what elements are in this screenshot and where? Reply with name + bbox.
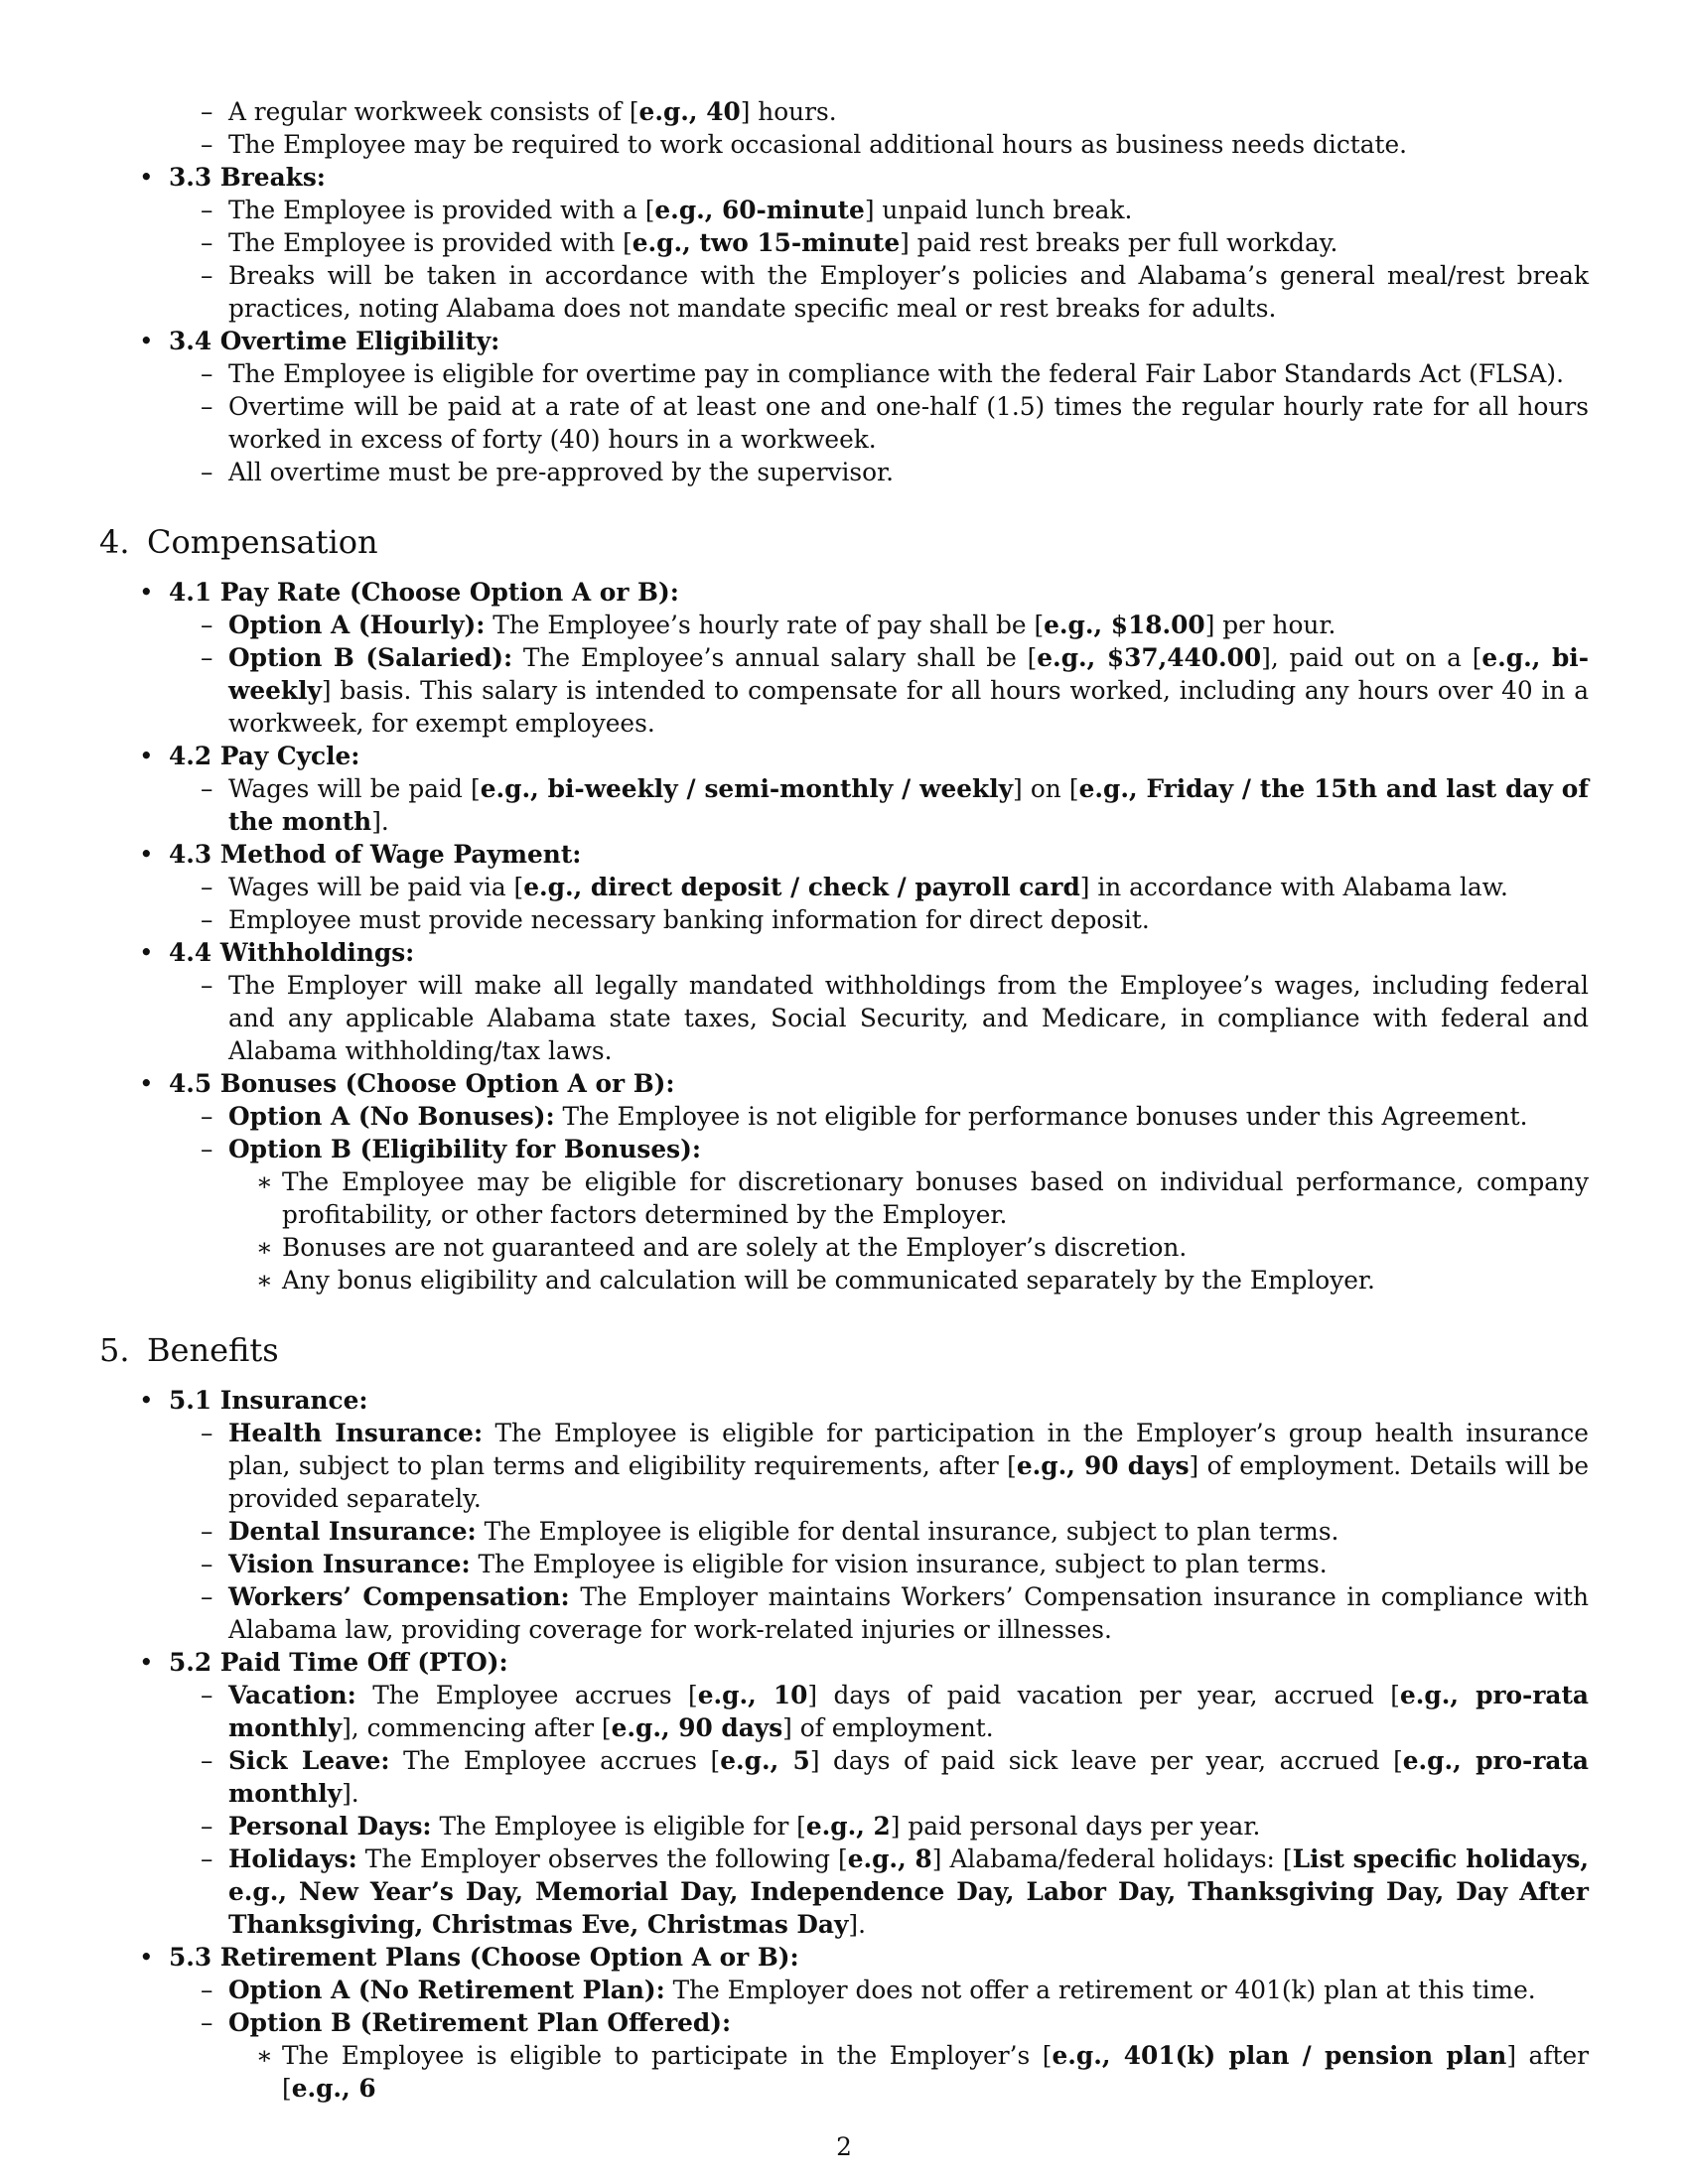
bold-text: Workers’ Compensation:: [228, 1582, 570, 1611]
text: The Employee accrues [: [389, 1746, 721, 1775]
list-item: [169, 1548, 1589, 1580]
subsection-item: [99, 1067, 1589, 1297]
text: ] Alabama/federal holidays: [: [931, 1844, 1293, 1873]
subsection-heading: 4.1 Pay Rate (Choose Option A or B):: [169, 578, 679, 607]
subsection-heading: 5.3 Retirement Plans (Choose Option A or B):: [169, 1943, 799, 1972]
text: The Employee is provided with [: [228, 228, 633, 257]
text: The Employer will make all legally mandated withholdings from the Employee’s wages, including federal and any applicable Alabama state taxes, Social Security, and Medicare, in compliance with federal and Alabama withholding/tax laws.: [228, 971, 1589, 1065]
text: ] of employment. Details will be provided separately.: [228, 1451, 1590, 1513]
subsection-item: [99, 936, 1589, 1067]
list-item: [169, 1133, 1589, 1297]
text: Any bonus eligibility and calculation will be communicated separately by the Employer.: [282, 1266, 1375, 1295]
text: The Employee’s hourly rate of pay shall be [: [485, 611, 1045, 639]
bold-text: e.g., $37,440.00: [1037, 643, 1262, 672]
list-item: [169, 259, 1589, 325]
bold-text: e.g., 401(k) plan / pension plan: [1052, 2041, 1507, 2070]
text: ] paid personal days per year.: [890, 1812, 1261, 1841]
subsection-list: [169, 1417, 1589, 1646]
list-item: [169, 969, 1589, 1067]
subsection-heading: 4.5 Bonuses (Choose Option A or B):: [169, 1069, 675, 1098]
bold-text: e.g., 10: [697, 1681, 808, 1709]
list-item: [169, 871, 1589, 903]
bold-text: Dental Insurance:: [228, 1517, 477, 1546]
list-item: [169, 1810, 1589, 1843]
bold-text: Option B (Retirement Plan Offered):: [228, 2008, 732, 2037]
text: The Employee may be eligible for discretionary bonuses based on individual performance, company profitability, or other factors determined by the Employer.: [282, 1167, 1589, 1229]
text: ].: [848, 1910, 866, 1939]
page-content: [99, 95, 1589, 2105]
bold-text: e.g., direct deposit / check / payroll card: [523, 873, 1080, 901]
subsection-heading: 5.1 Insurance:: [169, 1386, 368, 1415]
page-number: 2: [836, 2132, 852, 2161]
subsection-item: [99, 1941, 1589, 2105]
list-item: [169, 609, 1589, 641]
subsection-list: [169, 357, 1589, 488]
bold-text: Option B (Eligibility for Bonuses):: [228, 1135, 701, 1163]
bold-text: e.g., 90 days: [611, 1713, 783, 1742]
bold-text: Personal Days:: [228, 1812, 432, 1841]
bold-text: Holidays:: [228, 1844, 357, 1873]
text: ] hours.: [740, 97, 837, 126]
subsection-item: [99, 325, 1589, 488]
text: The Employee accrues [: [355, 1681, 698, 1709]
text: ] in accordance with Alabama law.: [1079, 873, 1508, 901]
bold-text: e.g., 6: [291, 2074, 376, 2103]
text: The Employer observes the following [: [356, 1844, 848, 1873]
section-number: 4.: [99, 523, 130, 561]
list-item: [169, 390, 1589, 456]
bold-text: Option A (Hourly):: [228, 611, 486, 639]
sub-list: [228, 1165, 1589, 1297]
bold-text: e.g., bi-weekly / semi-monthly / weekly: [480, 774, 1014, 803]
list-item: [228, 2039, 1589, 2105]
list-item: [169, 1580, 1589, 1646]
text: ] after [: [282, 2041, 1589, 2103]
text: The Employee is eligible to participate in the Employer’s [: [282, 2041, 1053, 2070]
text: ].: [342, 1779, 359, 1808]
list-item: [169, 1843, 1589, 1941]
list-item: [169, 1515, 1589, 1548]
list-item: [228, 1231, 1589, 1264]
bold-text: e.g., 8: [847, 1844, 932, 1873]
subsection-heading: 3.4 Overtime Eligibility:: [169, 327, 500, 355]
list-item: [228, 1165, 1589, 1231]
text: ] paid rest breaks per full workday.: [900, 228, 1338, 257]
bold-text: e.g., 5: [720, 1746, 810, 1775]
text: All overtime must be pre-approved by the supervisor.: [228, 458, 895, 486]
subsection-heading: 4.2 Pay Cycle:: [169, 742, 360, 770]
text: The Employee is eligible for [: [431, 1812, 806, 1841]
subsection-item: [99, 1646, 1589, 1941]
list-item: [169, 1679, 1589, 1744]
subsection-heading: 4.3 Method of Wage Payment:: [169, 840, 582, 869]
subsection-list: [169, 194, 1589, 325]
subsection-list: [169, 1974, 1589, 2105]
text: ], paid out on a [: [1261, 643, 1482, 672]
subsection-list: [169, 609, 1589, 740]
bold-text: e.g., 60-minute: [654, 196, 865, 224]
text: ] on [: [1013, 774, 1079, 803]
text: ].: [371, 807, 389, 836]
list-item: [169, 357, 1589, 390]
subsection-heading: 3.3 Breaks:: [169, 163, 326, 192]
subsection-heading: 4.4 Withholdings:: [169, 938, 415, 967]
bold-text: e.g., 90 days: [1016, 1451, 1190, 1480]
text: The Employee is eligible for vision insurance, subject to plan terms.: [470, 1550, 1328, 1578]
bold-text: e.g., $18.00: [1044, 611, 1205, 639]
text: The Employee may be required to work occasional additional hours as business needs dictate.: [228, 130, 1408, 159]
bold-text: e.g., pro-rata monthly: [228, 1746, 1589, 1808]
section-4-heading: [99, 522, 1589, 562]
bold-text: Option A (No Bonuses):: [228, 1102, 555, 1131]
section-title: Compensation: [147, 523, 378, 561]
text: The Employee is eligible for participation in the Employer’s group health insurance plan, subject to plan terms and eligibility requirements, after [: [228, 1419, 1589, 1480]
bold-text: e.g., bi-weekly: [228, 643, 1589, 705]
bold-text: Sick Leave:: [228, 1746, 390, 1775]
list-item: [169, 226, 1589, 259]
list-item: [169, 903, 1589, 936]
text: The Employee is eligible for dental insurance, subject to plan terms.: [476, 1517, 1339, 1546]
text: ] unpaid lunch break.: [864, 196, 1133, 224]
text: Breaks will be taken in accordance with the Employer’s policies and Alabama’s general meal/rest break practices, noting Alabama does not mandate specific meal or rest breaks for adults.: [228, 261, 1589, 323]
sub-list: [228, 2039, 1589, 2105]
text: Overtime will be paid at a rate of at least one and one-half (1.5) times the regular hourly rate for all hours worked in excess of forty (40) hours in a workweek.: [228, 392, 1589, 454]
bold-text: Vacation:: [228, 1681, 356, 1709]
list-item: [169, 1417, 1589, 1515]
text: The Employee is eligible for overtime pay in compliance with the federal Fair Labor Standards Act (FLSA).: [228, 359, 1564, 388]
list-item: [169, 1744, 1589, 1810]
list-item: [169, 772, 1589, 838]
subsection-item: [99, 838, 1589, 936]
text: Bonuses are not guaranteed and are solely at the Employer’s discretion.: [282, 1233, 1188, 1262]
bold-text: List specific holidays, e.g., New Year’s Day, Memorial Day, Independence Day, Labor Day, Thanksgiving Day, Day After Thanksgiving, Christmas Eve, Christmas Day: [228, 1844, 1590, 1939]
text: ] days of paid sick leave per year, accrued [: [809, 1746, 1403, 1775]
bold-text: Option A (No Retirement Plan):: [228, 1976, 665, 2004]
section-title: Benefits: [147, 1331, 279, 1369]
text: The Employer maintains Workers’ Compensation insurance in compliance with Alabama law, providing coverage for work-related injuries or illnesses.: [228, 1582, 1589, 1644]
section-number: 5.: [99, 1331, 130, 1369]
list-item: [169, 456, 1589, 488]
bold-text: Vision Insurance:: [228, 1550, 471, 1578]
bold-text: e.g., pro-rata monthly: [228, 1681, 1589, 1742]
text: Wages will be paid [: [228, 774, 481, 803]
list-item: [169, 2006, 1589, 2105]
bold-text: e.g., 2: [805, 1812, 891, 1841]
bold-text: e.g., two 15-minute: [632, 228, 901, 257]
list-item: [169, 1974, 1589, 2006]
text: The Employee’s annual salary shall be [: [512, 643, 1038, 672]
list-item: [169, 194, 1589, 226]
subsection-list: [169, 1100, 1589, 1297]
bold-text: e.g., 40: [638, 97, 741, 126]
list-item: [169, 95, 1589, 128]
text: ] of employment.: [782, 1713, 994, 1742]
list-item: [169, 128, 1589, 161]
text: A regular workweek consists of [: [228, 97, 639, 126]
text: ], commencing after [: [342, 1713, 612, 1742]
bold-text: Option B (Salaried):: [228, 643, 513, 672]
list-item: [169, 641, 1589, 740]
text: The Employee is not eligible for performance bonuses under this Agreement.: [554, 1102, 1528, 1131]
section-3-list: [99, 161, 1589, 488]
section-5-list: [99, 1384, 1589, 2105]
section-4-list: [99, 576, 1589, 1297]
text: ] basis. This salary is intended to compensate for all hours worked, including any hours over 40 in a workweek, for exempt employees.: [228, 676, 1589, 738]
text: The Employer does not offer a retirement or 401(k) plan at this time.: [664, 1976, 1536, 2004]
list-item: [169, 1100, 1589, 1133]
subsection-item: [99, 740, 1589, 838]
text: ] per hour.: [1204, 611, 1336, 639]
bold-text: e.g., Friday / the 15th and last day of the month: [228, 774, 1589, 836]
text: Employee must provide necessary banking information for direct deposit.: [228, 905, 1150, 934]
list-item: [228, 1264, 1589, 1297]
subsection-item: [99, 1384, 1589, 1646]
subsection-list: [169, 1679, 1589, 1941]
bold-text: Health Insurance:: [228, 1419, 484, 1447]
text: The Employee is provided with a [: [228, 196, 655, 224]
subsection-item: [99, 576, 1589, 740]
text: Wages will be paid via [: [228, 873, 524, 901]
section-5-heading: [99, 1330, 1589, 1370]
intro-list: [169, 95, 1589, 161]
text: ] days of paid vacation per year, accrued [: [807, 1681, 1400, 1709]
subsection-heading: 5.2 Paid Time Off (PTO):: [169, 1648, 508, 1677]
subsection-list: [169, 772, 1589, 838]
subsection-list: [169, 871, 1589, 936]
subsection-list: [169, 969, 1589, 1067]
subsection-item: [99, 161, 1589, 325]
